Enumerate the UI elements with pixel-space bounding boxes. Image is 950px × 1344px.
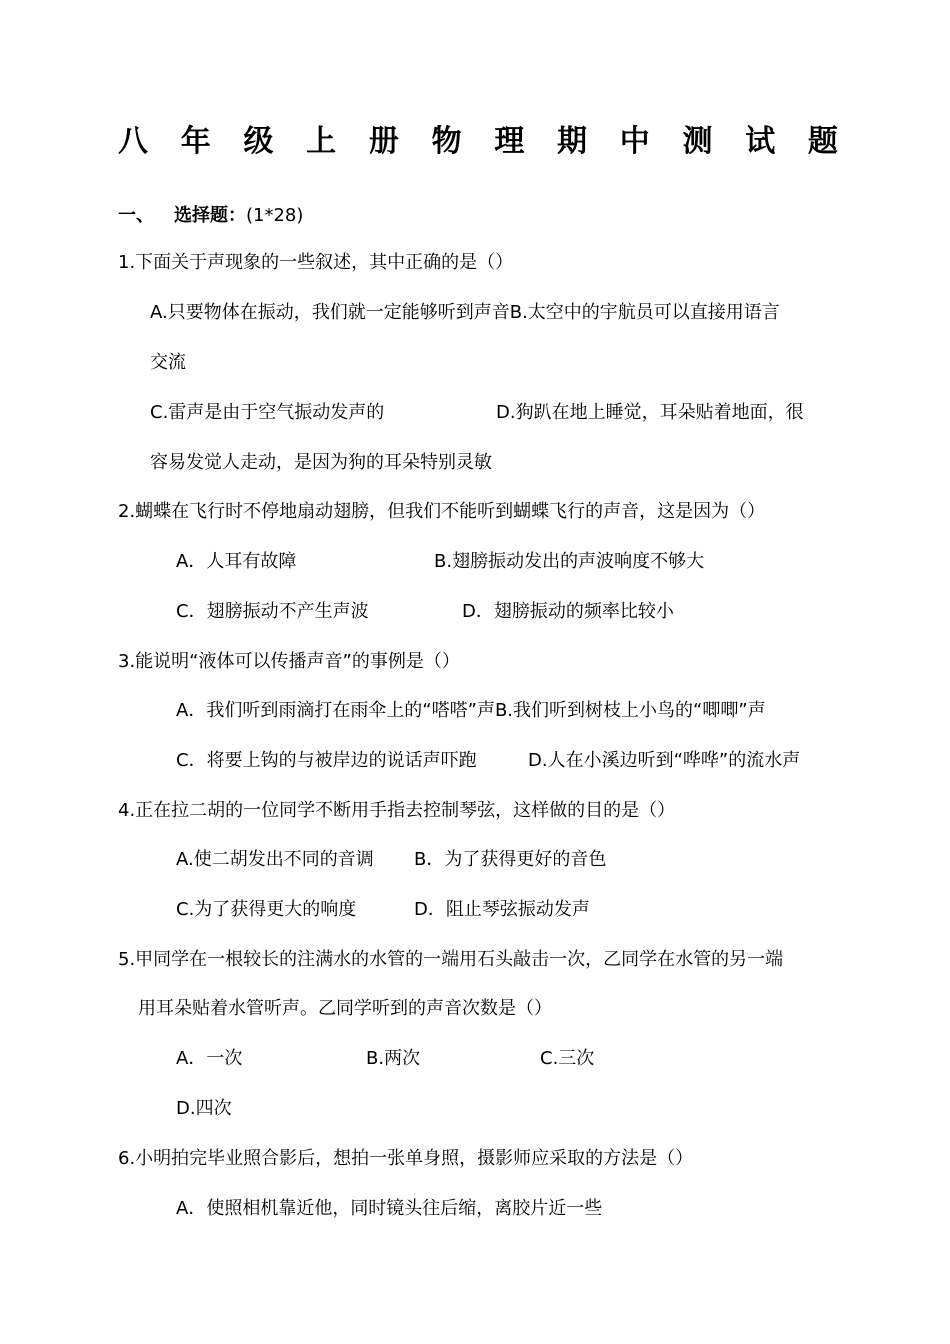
question-4-option-a: A.使二胡发出不同的音调 bbox=[176, 849, 374, 870]
question-5-stem-cont: 用耳朵贴着水管听声。乙同学听到的声音次数是（） bbox=[138, 998, 552, 1019]
title-char: 测 bbox=[682, 124, 713, 159]
title-char: 题 bbox=[807, 124, 838, 159]
question-1-option-d-cont: 容易发觉人走动，是因为狗的耳朵特别灵敏 bbox=[150, 452, 492, 473]
title-char: 级 bbox=[243, 124, 274, 159]
question-1-option-line: 交流 bbox=[150, 352, 186, 373]
question-1-option-line: A.只要物体在振动，我们就一定能够听到声音B.太空中的宇航员可以直接用语言 bbox=[150, 302, 780, 323]
question-2-option-a: A．人耳有故障 bbox=[176, 551, 297, 572]
section-score: (1*28) bbox=[246, 205, 304, 226]
question-4-option-c: C.为了获得更大的响度 bbox=[176, 899, 357, 920]
question-6-option-a: A．使照相机靠近他，同时镜头往后缩，离胶片近一些 bbox=[176, 1198, 603, 1219]
question-2-option-b: B.翅膀振动发出的声波响度不够大 bbox=[434, 551, 705, 572]
title-char: 中 bbox=[619, 124, 650, 159]
question-3-stem: 3.能说明“液体可以传播声音”的事例是（） bbox=[118, 651, 460, 672]
question-3-option-d: D.人在小溪边听到“哗哗”的流水声 bbox=[528, 750, 801, 771]
title-char: 年 bbox=[180, 124, 211, 159]
title-char: 物 bbox=[431, 124, 462, 159]
question-5-option-d: D.四次 bbox=[176, 1098, 232, 1119]
question-1-option-d: D.狗趴在地上睡觉，耳朵贴着地面，很 bbox=[496, 402, 804, 423]
section-label: 选择题： bbox=[174, 205, 246, 226]
question-2-option-c: C．翅膀振动不产生声波 bbox=[176, 601, 369, 622]
title-char: 八 bbox=[118, 124, 148, 159]
question-4-option-b: B．为了获得更好的音色 bbox=[414, 849, 607, 870]
question-5-option-b: B.两次 bbox=[366, 1048, 421, 1069]
section-number: 一、 bbox=[118, 205, 154, 226]
title-char: 理 bbox=[494, 124, 525, 159]
question-4-option-d: D．阻止琴弦振动发声 bbox=[414, 899, 590, 920]
question-2-option-d: D．翅膀振动的频率比较小 bbox=[462, 601, 674, 622]
question-2-stem: 2.蝴蝶在飞行时不停地扇动翅膀，但我们不能听到蝴蝶飞行的声音，这是因为（） bbox=[118, 501, 766, 522]
question-1-option-c: C.雷声是由于空气振动发声的 bbox=[150, 402, 385, 423]
question-5-option-c: C.三次 bbox=[540, 1048, 595, 1069]
question-5-stem: 5.甲同学在一根较长的注满水的水管的一端用石头敲击一次，乙同学在水管的另一端 bbox=[118, 949, 784, 970]
title-char: 上 bbox=[306, 124, 337, 159]
exam-title bbox=[118, 116, 838, 160]
question-6-stem: 6.小明拍完毕业照合影后，想拍一张单身照，摄影师应采取的方法是（） bbox=[118, 1148, 694, 1169]
title-char: 期 bbox=[557, 124, 588, 159]
question-4-stem: 4.正在拉二胡的一位同学不断用手指去控制琴弦，这样做的目的是（） bbox=[118, 800, 676, 821]
question-3-option-ab: A．我们听到雨滴打在雨伞上的“嗒嗒”声B.我们听到树枝上小鸟的“唧唧”声 bbox=[176, 700, 766, 721]
question-5-option-a: A．一次 bbox=[176, 1048, 243, 1069]
title-char: 试 bbox=[745, 124, 776, 159]
section-heading bbox=[118, 203, 303, 229]
question-3-option-c: C．将要上钩的与被岸边的说话声吓跑 bbox=[176, 750, 477, 771]
title-char: 册 bbox=[368, 124, 399, 159]
question-1-stem: 1.下面关于声现象的一些叙述，其中正确的是（） bbox=[118, 252, 514, 273]
